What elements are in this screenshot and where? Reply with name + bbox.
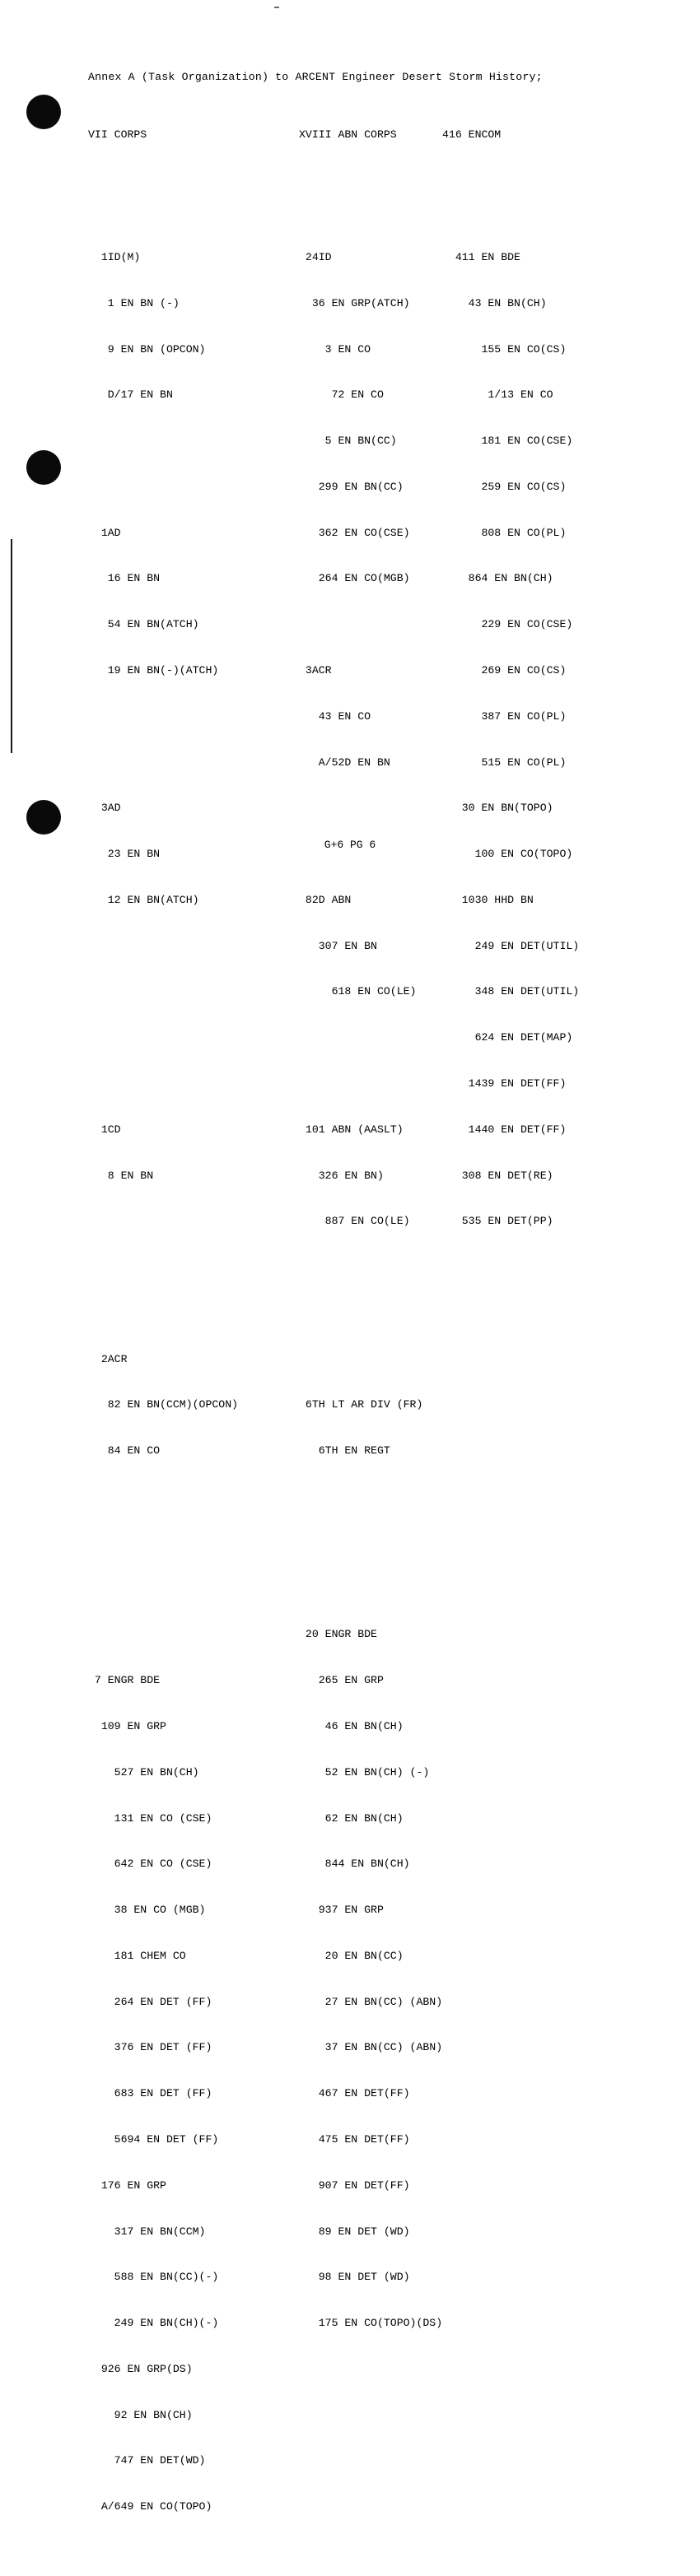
unit-line: 54 EN BN(ATCH) bbox=[88, 618, 199, 631]
unit-line: D/17 EN BN bbox=[88, 388, 173, 402]
unit-line: 308 EN DET(RE) bbox=[442, 1169, 553, 1182]
unit-line bbox=[88, 1627, 238, 1643]
unit-line bbox=[299, 1352, 442, 1368]
punch-hole-middle bbox=[26, 450, 61, 485]
unit-line: 5 EN BN(CC) bbox=[299, 435, 397, 448]
unit-line bbox=[88, 1030, 238, 1046]
unit-line bbox=[299, 1076, 442, 1092]
unit-line: 326 EN BN) bbox=[299, 1169, 384, 1182]
unit-line bbox=[88, 480, 238, 495]
unit-line: 1CD bbox=[88, 1123, 121, 1136]
unit-line: 3AD bbox=[88, 802, 121, 815]
unit-line: 1439 EN DET(FF) bbox=[442, 1077, 567, 1090]
unit-line: 38 EN CO (MGB) bbox=[88, 1904, 206, 1917]
unit-line bbox=[299, 1030, 442, 1046]
unit-line: 3 EN CO bbox=[299, 342, 371, 356]
unit-line: 23 EN BN bbox=[88, 848, 161, 861]
unit-line: 109 EN GRP bbox=[88, 1719, 166, 1732]
page-footer: G+6 PG 6 bbox=[324, 839, 376, 851]
unit-line: 37 EN BN(CC) (ABN) bbox=[299, 2041, 443, 2054]
unit-line: 376 EN DET (FF) bbox=[88, 2041, 212, 2054]
column-heading: XVIII ABN CORPS bbox=[299, 128, 397, 142]
unit-line: 1/13 EN CO bbox=[442, 388, 553, 402]
column-xviii-abn-corps bbox=[299, 97, 442, 2392]
unit-line: 264 EN DET (FF) bbox=[88, 1995, 212, 2008]
column-vii-corps bbox=[88, 97, 238, 2576]
unit-line bbox=[88, 1306, 238, 1322]
unit-line bbox=[88, 939, 238, 955]
unit-line: 588 EN BN(CC)(-) bbox=[88, 2271, 219, 2284]
unit-line: 887 EN CO(LE) bbox=[299, 1215, 410, 1228]
unit-line: 82 EN BN(CCM)(OPCON) bbox=[88, 1398, 239, 1411]
unit-line: 89 EN DET (WD) bbox=[299, 2225, 410, 2238]
unit-line bbox=[88, 1582, 238, 1597]
column-heading: 416 ENCOM bbox=[442, 128, 502, 142]
unit-line: 864 EN BN(CH) bbox=[442, 572, 553, 585]
unit-line bbox=[299, 1306, 442, 1322]
unit-line: 98 EN DET (WD) bbox=[299, 2271, 410, 2284]
unit-line: 30 EN BN(TOPO) bbox=[442, 802, 553, 815]
unit-line: 2ACR bbox=[88, 1352, 128, 1365]
unit-line: 411 EN BDE bbox=[442, 250, 520, 263]
unit-line: 6TH EN REGT bbox=[299, 1444, 390, 1458]
unit-line: 62 EN BN(CH) bbox=[299, 1811, 404, 1825]
unit-line: 175 EN CO(TOPO)(DS) bbox=[299, 2317, 443, 2330]
unit-line bbox=[299, 1582, 442, 1597]
unit-line bbox=[299, 801, 442, 816]
unit-line: 181 EN CO(CSE) bbox=[442, 435, 573, 448]
unit-line bbox=[299, 1536, 442, 1551]
unit-line: 100 EN CO(TOPO) bbox=[442, 848, 573, 861]
unit-line: 249 EN BN(CH)(-) bbox=[88, 2317, 219, 2330]
unit-line: 1AD bbox=[88, 526, 121, 539]
unit-line: A/649 EN CO(TOPO) bbox=[88, 2500, 212, 2513]
unit-line: 72 EN CO bbox=[299, 388, 384, 402]
unit-line: 624 EN DET(MAP) bbox=[442, 1031, 573, 1044]
unit-line: 92 EN BN(CH) bbox=[88, 2408, 193, 2421]
unit-line: 265 EN GRP bbox=[299, 1674, 384, 1687]
unit-line: 683 EN DET (FF) bbox=[88, 2087, 212, 2100]
top-edge-tick bbox=[274, 7, 279, 8]
unit-line bbox=[299, 204, 442, 220]
column-body-xviii-abn-corps bbox=[299, 174, 442, 2362]
unit-line bbox=[88, 756, 238, 771]
unit-line bbox=[299, 617, 442, 633]
unit-line: 535 EN DET(PP) bbox=[442, 1215, 553, 1228]
unit-line: 1440 EN DET(FF) bbox=[442, 1123, 567, 1136]
unit-line: 20 ENGR BDE bbox=[299, 1628, 377, 1641]
unit-line: A/52D EN BN bbox=[299, 756, 390, 769]
unit-line: 307 EN BN bbox=[299, 939, 377, 952]
unit-line: 527 EN BN(CH) bbox=[88, 1765, 199, 1779]
unit-line: 3ACR bbox=[299, 663, 332, 677]
unit-line: 249 EN DET(UTIL) bbox=[442, 939, 580, 952]
unit-line: 52 EN BN(CH) (-) bbox=[299, 1765, 430, 1779]
unit-line bbox=[88, 709, 238, 725]
unit-line bbox=[88, 1536, 238, 1551]
unit-line: 808 EN CO(PL) bbox=[442, 526, 567, 539]
unit-line: 131 EN CO (CSE) bbox=[88, 1811, 212, 1825]
unit-line: 176 EN GRP bbox=[88, 2178, 166, 2192]
unit-line: 9 EN BN (OPCON) bbox=[88, 342, 206, 356]
unit-line: 1030 HHD BN bbox=[442, 893, 534, 906]
column-416-encom bbox=[442, 97, 579, 1290]
unit-line: 642 EN CO (CSE) bbox=[88, 1858, 212, 1871]
unit-line bbox=[88, 984, 238, 1000]
unit-line: 515 EN CO(PL) bbox=[442, 756, 567, 769]
unit-line: 348 EN DET(UTIL) bbox=[442, 985, 580, 998]
unit-line: 27 EN BN(CC) (ABN) bbox=[299, 1995, 443, 2008]
left-edge-mark bbox=[11, 539, 12, 753]
unit-line: 475 EN DET(FF) bbox=[299, 2132, 410, 2146]
unit-line bbox=[88, 1490, 238, 1505]
unit-line: 259 EN CO(CS) bbox=[442, 480, 567, 493]
unit-line: 20 EN BN(CC) bbox=[299, 1949, 404, 1962]
page-title: Annex A (Task Organization) to ARCENT Engineer Desert Storm History; bbox=[88, 71, 543, 83]
unit-line bbox=[299, 1490, 442, 1505]
unit-line: 43 EN BN(CH) bbox=[442, 296, 547, 309]
unit-line: 387 EN CO(PL) bbox=[442, 709, 567, 723]
unit-line: 5694 EN DET (FF) bbox=[88, 2132, 219, 2146]
unit-line: 317 EN BN(CCM) bbox=[88, 2225, 206, 2238]
unit-line bbox=[88, 204, 238, 220]
unit-line bbox=[299, 1260, 442, 1276]
unit-line: 82D ABN bbox=[299, 893, 352, 906]
unit-line: 907 EN DET(FF) bbox=[299, 2178, 410, 2192]
unit-line: 299 EN BN(CC) bbox=[299, 480, 404, 493]
unit-line: 155 EN CO(CS) bbox=[442, 342, 567, 356]
unit-line: 36 EN GRP(ATCH) bbox=[299, 296, 410, 309]
unit-line bbox=[88, 1214, 238, 1230]
unit-line: 1ID(M) bbox=[88, 250, 141, 263]
unit-line: 16 EN BN bbox=[88, 572, 161, 585]
unit-line: 264 EN CO(MGB) bbox=[299, 572, 410, 585]
unit-line: 8 EN BN bbox=[88, 1169, 154, 1182]
unit-line bbox=[88, 434, 238, 449]
unit-line: 467 EN DET(FF) bbox=[299, 2087, 410, 2100]
unit-line: 24ID bbox=[299, 250, 332, 263]
punch-hole-top bbox=[26, 95, 61, 129]
unit-line: 229 EN CO(CSE) bbox=[442, 618, 573, 631]
unit-line: 844 EN BN(CH) bbox=[299, 1858, 410, 1871]
column-body-416-encom bbox=[442, 174, 579, 1260]
unit-line: 84 EN CO bbox=[88, 1444, 161, 1458]
unit-line: 12 EN BN(ATCH) bbox=[88, 893, 199, 906]
unit-line: 269 EN CO(CS) bbox=[442, 663, 567, 677]
unit-line: 101 ABN (AASLT) bbox=[299, 1123, 404, 1136]
unit-line: 926 EN GRP(DS) bbox=[88, 2362, 193, 2375]
unit-line: 19 EN BN(-)(ATCH) bbox=[88, 663, 219, 677]
unit-line: 46 EN BN(CH) bbox=[299, 1719, 404, 1732]
punch-hole-bottom bbox=[26, 800, 61, 835]
unit-line: 7 ENGR BDE bbox=[88, 1674, 161, 1687]
unit-line: 618 EN CO(LE) bbox=[299, 985, 417, 998]
unit-line: 747 EN DET(WD) bbox=[88, 2454, 206, 2467]
column-body-vii-corps bbox=[88, 174, 238, 2546]
unit-line: 362 EN CO(CSE) bbox=[299, 526, 410, 539]
unit-line: 6TH LT AR DIV (FR) bbox=[299, 1398, 423, 1411]
unit-line: 43 EN CO bbox=[299, 709, 371, 723]
unit-line bbox=[442, 204, 579, 220]
column-heading: VII CORPS bbox=[88, 128, 147, 142]
unit-line bbox=[88, 1076, 238, 1092]
unit-line: 937 EN GRP bbox=[299, 1904, 384, 1917]
unit-line bbox=[88, 1260, 238, 1276]
unit-line: 181 CHEM CO bbox=[88, 1949, 186, 1962]
unit-line: 1 EN BN (-) bbox=[88, 296, 180, 309]
